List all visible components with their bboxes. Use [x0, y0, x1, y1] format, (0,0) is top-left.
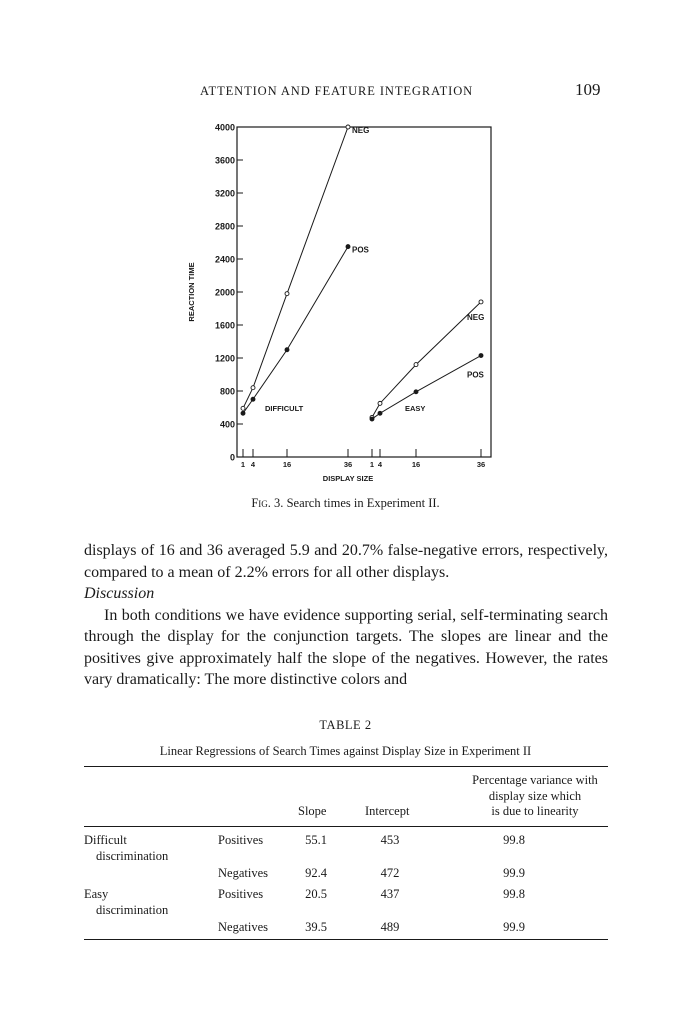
data-point-neg [251, 386, 255, 390]
data-point-neg [378, 401, 382, 405]
table-cell-percentage: 99.9 [503, 866, 525, 880]
series-label-pos: POS [352, 245, 369, 255]
table-cell-type: Positives [218, 887, 264, 901]
table-cell-percentage: 99.9 [503, 920, 525, 934]
table-header-intercept: Intercept [365, 804, 410, 818]
table-cell-slope: 92.4 [305, 866, 327, 880]
y-tick-label: 3200 [214, 188, 235, 199]
table-cell-condition: Easy [84, 887, 109, 901]
data-point-neg [414, 363, 418, 367]
y-tick-label: 0 [229, 452, 235, 463]
table-cell-type: Negatives [218, 866, 268, 880]
panel-label-difficult: DIFFICULT [265, 404, 304, 413]
series-label-pos: POS [467, 370, 484, 380]
data-point-neg [285, 292, 289, 296]
table-header-pct-line2: display size which [488, 788, 582, 803]
y-tick-label: 2000 [214, 287, 235, 298]
table-header-pct-line1: Percentage variance with [472, 773, 598, 787]
table-cell-type: Positives [218, 833, 264, 847]
table-cell-percentage: 99.8 [503, 887, 525, 901]
data-point-pos [285, 348, 289, 352]
x-tick-label: 16 [411, 460, 421, 469]
table-caption: Linear Regressions of Search Times against Display Size in Experiment II [159, 744, 532, 758]
series-line-pos [372, 356, 481, 420]
y-tick-label: 2800 [214, 221, 235, 232]
data-point-neg [479, 300, 483, 304]
table-cell-intercept: 453 [380, 833, 400, 847]
y-tick-label: 4000 [214, 122, 235, 133]
table-cell-intercept: 489 [380, 920, 400, 934]
page-number: 109 [575, 80, 601, 99]
x-axis-label: DISPLAY SIZE [322, 474, 374, 483]
body-paragraph-2: In both conditions we have evidence supporting serial, self-terminating search through the display for the conjunction targets. The slopes are linear and the positives give approximately half the slope of the negatives. However, the rates vary dramatically: The more distinctive colors and [84, 606, 608, 688]
series-line-neg [372, 302, 481, 418]
y-axis-label: REACTION TIME [187, 262, 196, 322]
section-heading-discussion: Discussion [84, 585, 155, 602]
table-cell-type: Negatives [218, 920, 268, 934]
x-tick-label: 4 [377, 460, 383, 469]
table-header-rule [84, 826, 608, 827]
y-tick-label: 1600 [214, 320, 235, 331]
table-header-pct-line3: is due to linearity [491, 804, 579, 818]
data-point-pos [241, 411, 245, 415]
x-tick-label: 4 [250, 460, 256, 469]
table-cell-intercept: 472 [380, 866, 400, 880]
y-tick-label: 800 [219, 386, 235, 397]
table-cell-slope: 20.5 [305, 887, 327, 901]
table-cell-percentage: 99.8 [503, 833, 525, 847]
data-point-pos [378, 411, 382, 415]
series-label-neg: NEG [352, 126, 370, 135]
data-point-neg [241, 406, 245, 410]
series-label-neg: NEG [467, 312, 485, 322]
x-tick-label: 36 [343, 460, 353, 469]
table-cell-slope: 39.5 [305, 920, 327, 934]
table-header-slope: Slope [298, 804, 327, 818]
series-line-neg [243, 127, 348, 408]
table-cell-slope: 55.1 [305, 833, 327, 847]
page-header [0, 80, 691, 104]
figure-3-chart [170, 115, 510, 490]
table-header-percentage [455, 773, 615, 820]
x-tick-label: 16 [282, 460, 292, 469]
table-cell-condition-cont: discrimination [96, 903, 169, 917]
figure-caption-text: Search times in Experiment II. [286, 496, 440, 510]
table-cell-condition: Difficult [84, 833, 127, 847]
body-paragraph-1: displays of 16 and 36 averaged 5.9 and 20.7% false-negative errors, respectively, compared to a mean of 2.2% errors for all other displays. [84, 542, 608, 581]
running-title: ATTENTION AND FEATURE INTEGRATION [200, 84, 474, 98]
x-tick-label: 1 [240, 460, 246, 469]
table-cell-condition-cont: discrimination [96, 849, 169, 863]
x-tick-label: 1 [369, 460, 375, 469]
panel-label-easy: EASY [405, 404, 426, 413]
data-point-neg [346, 125, 350, 129]
data-point-pos [346, 245, 350, 249]
data-point-pos [251, 397, 255, 401]
y-tick-label: 1200 [214, 353, 235, 364]
data-point-pos [370, 417, 374, 421]
body-text-block [84, 540, 608, 691]
x-tick-label: 36 [476, 460, 486, 469]
y-tick-label: 3600 [214, 155, 235, 166]
data-point-pos [414, 390, 418, 394]
figure-caption [0, 496, 691, 511]
y-tick-label: 2400 [214, 254, 235, 265]
figure-caption-label: Fig. 3. [251, 496, 284, 510]
data-point-pos [479, 354, 483, 358]
table-top-rule [84, 766, 608, 767]
table-bottom-rule [84, 939, 608, 940]
table-cell-intercept: 437 [380, 887, 400, 901]
table-title: TABLE 2 [319, 718, 372, 732]
y-tick-label: 400 [219, 419, 235, 430]
